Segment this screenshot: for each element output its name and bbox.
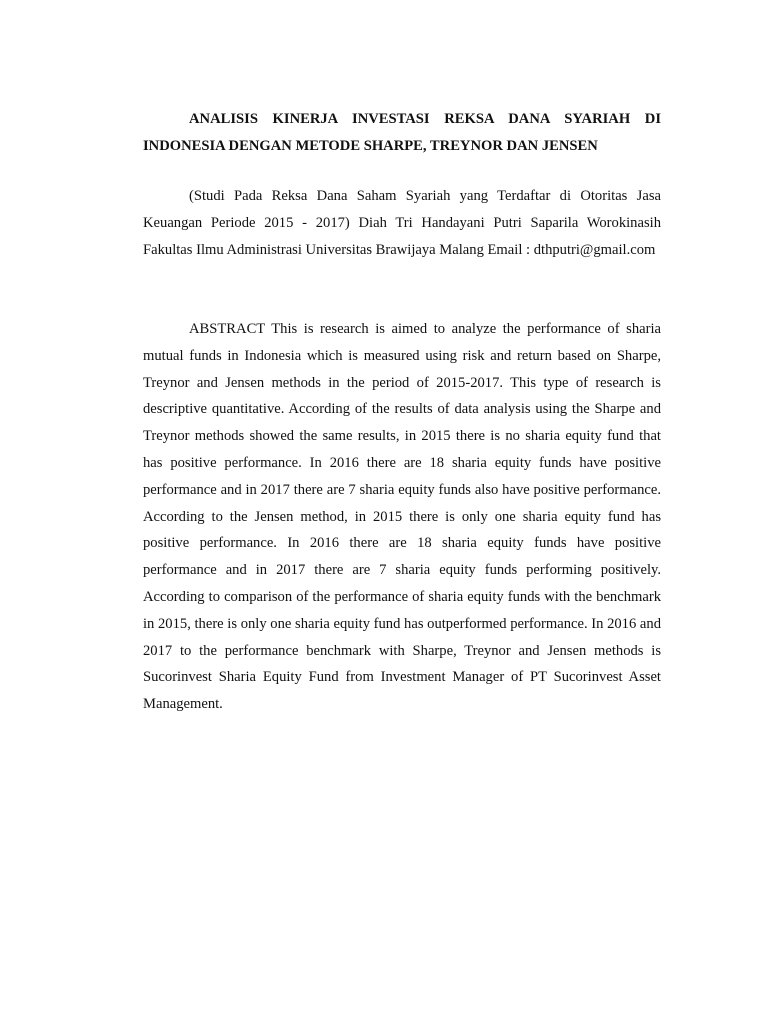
- paper-title: ANALISIS KINERJA INVESTASI REKSA DANA SYARIAH DI INDONESIA DENGAN METODE SHARPE, TREYNOR DAN JENSEN: [143, 111, 661, 154]
- abstract-paragraph: ABSTRACT This is research is aimed to analyze the performance of sharia mutual funds in Indonesia which is measured using risk and return based on Sharpe, Treynor and Jensen methods in the period of 2015-2017. This type of research is descriptive quantitative. According of the results of data analysis using the Sharpe and Treynor methods showed the same results, in 2015 there is no sharia equity fund that has positive performance. In 2016 there are 18 sharia equity funds have positive performance and in 2017 there are 7 sharia equity funds also have positive performance. According to the Jensen method, in 2015 there is only one sharia equity fund has positive performance. In 2016 there are 18 sharia equity funds have positive performance and in 2017 there are 7 sharia equity funds performing positively. According to comparison of the performance of sharia equity funds with the benchmark in 2015, there is only one sharia equity fund has outperformed performance. In 2016 and 2017 to the performance benchmark with Sharpe, Treynor and Jensen methods is Sucorinvest Sharia Equity Fund from Investment Manager of PT Sucorinvest Asset Management.: [143, 321, 661, 713]
- study-and-author-affiliation: (Studi Pada Reksa Dana Saham Syariah yang Terdaftar di Otoritas Jasa Keuangan Periode 2015 - 2017) Diah Tri Handayani Putri Saparila Worokinasih Fakultas Ilmu Administrasi Universitas Brawijaya Malang Email : dthputri@gmail.com: [143, 188, 661, 258]
